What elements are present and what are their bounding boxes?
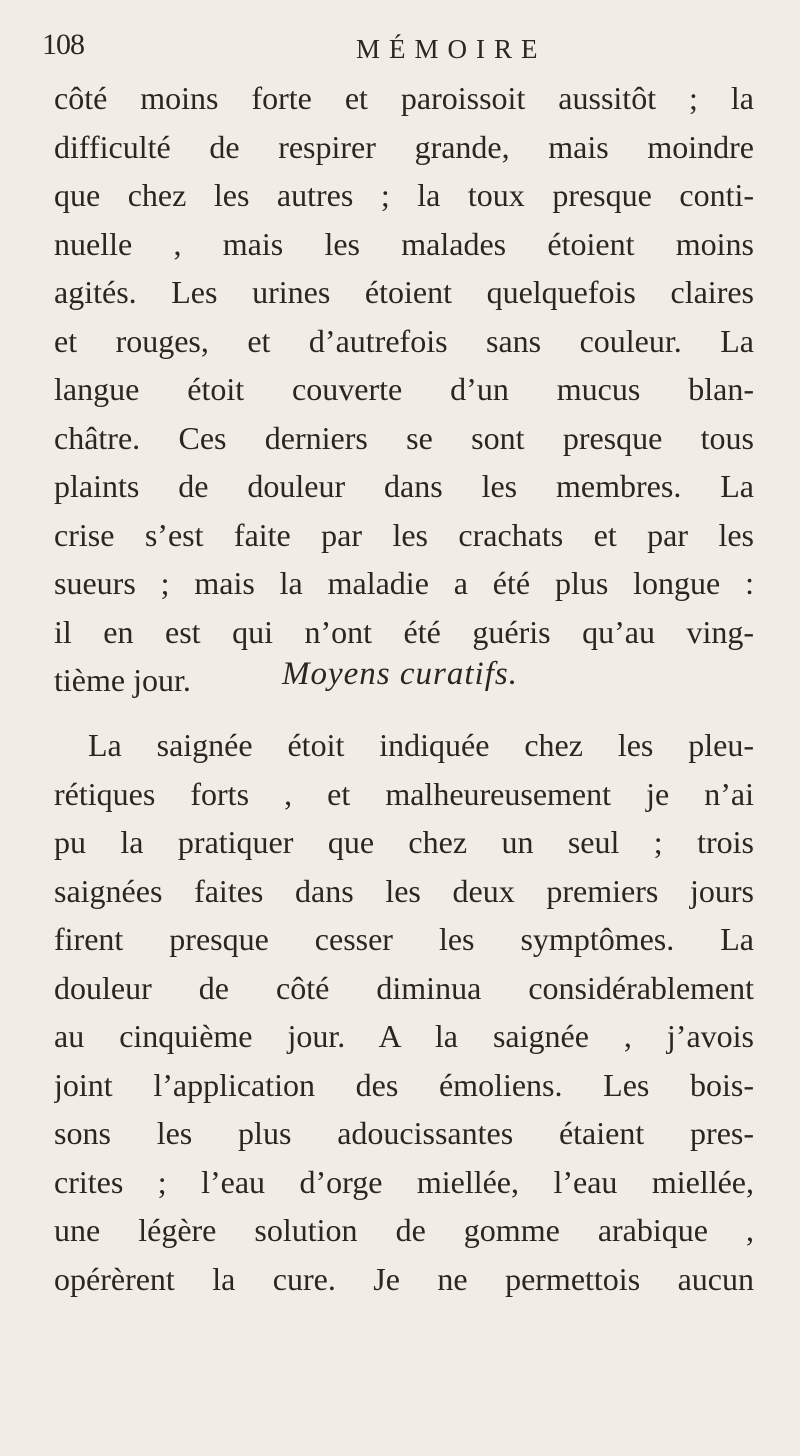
text-line: saignées faites dans les deux premiers jours	[54, 872, 754, 909]
text-line: au cinquième jour. A la saignée , j’avois	[54, 1018, 754, 1054]
text-line: plaints de douleur dans les membres. La	[54, 468, 754, 504]
text-line: firent presque cesser les symptômes. La	[54, 921, 754, 957]
text-line: côté moins forte et paroissoit aussitôt ; la	[54, 80, 754, 116]
text-line: douleur de côté diminua considérablement	[54, 969, 754, 1006]
text-line: tième jour.	[54, 662, 191, 698]
text-line: crites ; l’eau d’orge miellée, l’eau miellée,	[54, 1163, 754, 1200]
text-line: La saignée étoit indiquée chez les pleu-	[88, 727, 754, 763]
text-line: nuelle , mais les malades étoient moins	[54, 225, 754, 262]
text-line: châtre. Ces derniers se sont presque tous	[54, 419, 754, 456]
text-line: il en est qui n’ont été guéris qu’au ving-	[54, 613, 754, 650]
text-line: langue étoit couverte d’un mucus blan-	[54, 371, 754, 407]
text-line: difficulté de respirer grande, mais moindre	[54, 128, 754, 165]
text-line: et rouges, et d’autrefois sans couleur. La	[54, 322, 754, 359]
text-line: joint l’application des émoliens. Les bois-	[54, 1066, 754, 1103]
text-line: crise s’est faite par les crachats et par les	[54, 516, 754, 553]
text-line: sueurs ; mais la maladie a été plus longue :	[54, 565, 754, 601]
paragraph-one	[54, 74, 754, 705]
running-head: MÉMOIRE	[356, 34, 547, 64]
text-line: que chez les autres ; la toux presque conti-	[54, 177, 754, 213]
page-number: 108	[42, 28, 84, 61]
text-line: une légère solution de gomme arabique ,	[54, 1212, 754, 1248]
text-line: rétiques forts , et malheureusement je n’ai	[54, 775, 754, 812]
paragraph-two	[54, 721, 754, 1303]
section-heading: Moyens curatifs.	[282, 656, 518, 692]
text-line: sons les plus adoucissantes étaient pres-	[54, 1115, 754, 1151]
text-line: agités. Les urines étoient quelquefois claires	[54, 274, 754, 310]
text-line: pu la pratiquer que chez un seul ; trois	[54, 824, 754, 860]
text-line: opérèrent la cure. Je ne permettois aucun	[54, 1260, 754, 1297]
